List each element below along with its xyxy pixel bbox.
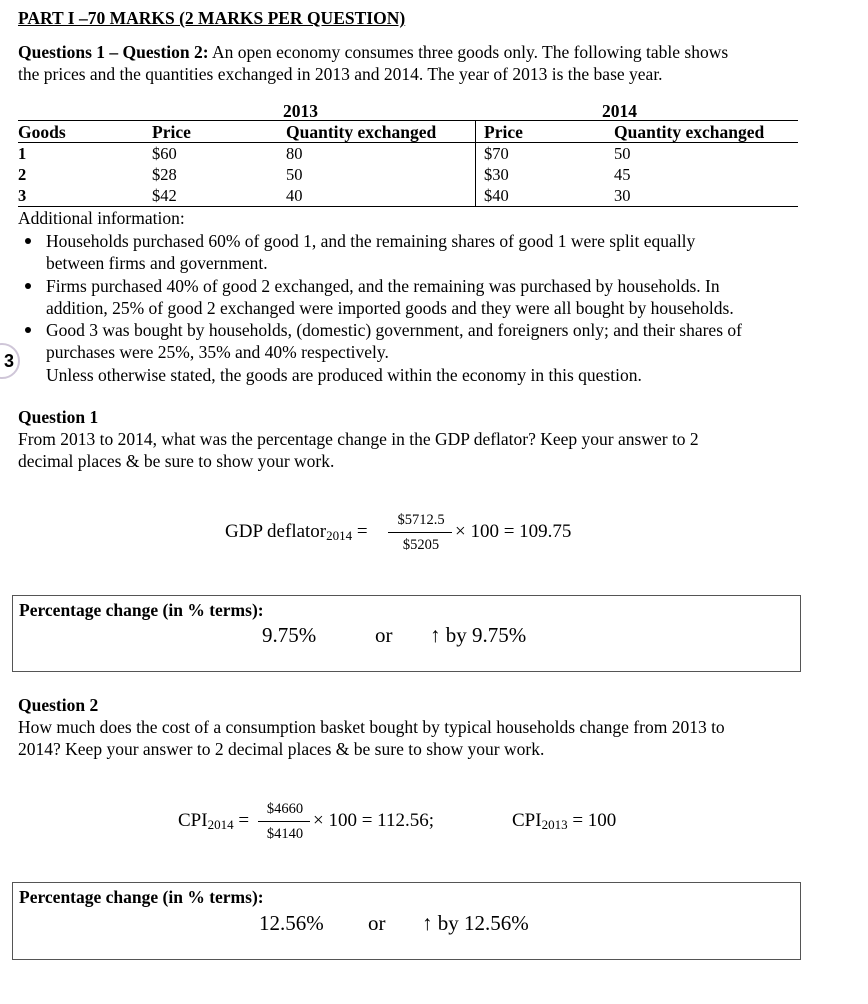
gdp-deflator-label: GDP deflator$_{2014}$ =	[225, 521, 368, 543]
page-marker-badge[interactable]	[0, 343, 20, 379]
table-row-3-good: 3	[18, 186, 27, 205]
page-marker-number: 3	[3, 351, 14, 371]
bullet-dot	[25, 238, 31, 244]
table-row-2-price-2014: $30	[484, 165, 509, 184]
table-row-2-qty-2013: 50	[286, 165, 303, 184]
question-2-box-label: Percentage change (in % terms):	[19, 887, 264, 907]
gdp-fraction-bar	[388, 532, 452, 533]
table-year-2014: 2014	[602, 101, 637, 121]
cpi-fraction-bar	[258, 821, 310, 822]
question-2-title: Question 2	[18, 695, 99, 715]
cpi-denominator: $4140	[266, 826, 304, 842]
question-1-answer-alt: ↑ by 9.75%	[430, 623, 527, 647]
col-header-qty-2014: Quantity exchanged	[614, 122, 765, 142]
bullet-3-line-2: purchases were 25%, 35% and 40% respectively.	[46, 342, 389, 362]
table-year-divider	[475, 120, 476, 206]
cpi-2014-subscript: 2014	[207, 817, 234, 832]
question-2-line-1: How much does the cost of a consumption basket bought by typical households change from 2013 to	[18, 717, 725, 737]
col-header-price-2014: Price	[484, 122, 523, 142]
bullet-1-line-1: Households purchased 60% of good 1, and the remaining shares of good 1 were split equally	[46, 231, 696, 251]
bullet-2-line-1: Firms purchased 40% of good 2 exchanged, and the remaining was purchased by households. In	[46, 276, 720, 296]
question-1-box-label: Percentage change (in % terms):	[19, 600, 264, 620]
additional-heading: Additional information:	[18, 208, 185, 228]
question-2-line-2: 2014? Keep your answer to 2 decimal places & be sure to show your work.	[18, 739, 545, 759]
intro-text-1: An open economy consumes three goods only. The following table shows	[212, 42, 729, 62]
question-2-answer-box	[12, 882, 801, 960]
table-row-2-price-2013: $28	[152, 165, 177, 184]
cpi-2014-label: $CPI_{2014}$ =	[178, 810, 250, 832]
table-row-1-good: 1	[18, 144, 27, 163]
gdp-result: × 100 = 109.75	[455, 521, 572, 542]
table-row-2-qty-2014: 45	[614, 165, 631, 184]
gdp-deflator-subscript: 2014	[326, 528, 353, 543]
cpi-2013-label: $CPI_{2013} = 100$	[512, 810, 617, 832]
table-row-3-qty-2013: 40	[286, 186, 303, 205]
col-header-qty-2013: Quantity exchanged	[286, 122, 437, 142]
table-row-2-good: 2	[18, 165, 27, 184]
cpi-result: × 100 = 112.56;	[313, 810, 435, 831]
table-row-1-price-2013: $60	[152, 144, 177, 163]
table-year-2013: 2013	[283, 101, 318, 121]
question-2-answer-alt: ↑ by 12.56%	[422, 911, 529, 935]
question-2-answer-value: 12.56%	[259, 911, 324, 935]
gdp-denominator: $5205	[402, 537, 440, 553]
question-1-answer-or: or	[375, 623, 393, 647]
cpi-numerator: $4660	[266, 801, 304, 817]
intro-line-1	[18, 41, 728, 63]
col-header-goods: Goods	[18, 122, 66, 142]
table-row-3-price-2014: $40	[484, 186, 509, 205]
intro-label: Questions 1 – Question 2:	[18, 42, 209, 62]
gdp-numerator: $5712.5	[397, 512, 445, 528]
table-row-3-price-2013: $42	[152, 186, 177, 205]
bullet-4-line-1: Unless otherwise stated, the goods are produced within the economy in this question.	[46, 365, 642, 385]
question-1-line-2: decimal places & be sure to show your work.	[18, 451, 335, 471]
bullet-2-line-2: addition, 25% of good 2 exchanged were imported goods and they were all bought by households.	[46, 298, 734, 318]
question-1-line-1: From 2013 to 2014, what was the percentage change in the GDP deflator? Keep your answer to 2	[18, 429, 699, 449]
table-header-rule	[18, 142, 798, 143]
table-row-3-qty-2014: 30	[614, 186, 631, 205]
bullet-dot	[25, 283, 31, 289]
question-1-answer-box	[12, 595, 801, 672]
cpi-2013-subscript: 2013	[541, 817, 568, 832]
table-row-1-qty-2014: 50	[614, 144, 631, 163]
part-title: PART I –70 MARKS (2 MARKS PER QUESTION)	[18, 8, 406, 28]
table-row-1-qty-2013: 80	[286, 144, 303, 163]
bullet-3-line-1: Good 3 was bought by households, (domestic) government, and foreigners only; and their shares of	[46, 320, 742, 340]
question-1-answer-value: 9.75%	[262, 623, 317, 647]
question-2-answer-or: or	[368, 911, 386, 935]
bullet-dot	[25, 327, 31, 333]
cpi-2013-value: = 100	[572, 810, 617, 831]
col-header-price-2013: Price	[152, 122, 191, 142]
question-1-title: Question 1	[18, 407, 99, 427]
table-row-1-price-2014: $70	[484, 144, 509, 163]
bullet-1-line-2: between firms and government.	[46, 253, 268, 273]
intro-line-2: the prices and the quantities exchanged in 2013 and 2014. The year of 2013 is the base year.	[18, 64, 663, 84]
